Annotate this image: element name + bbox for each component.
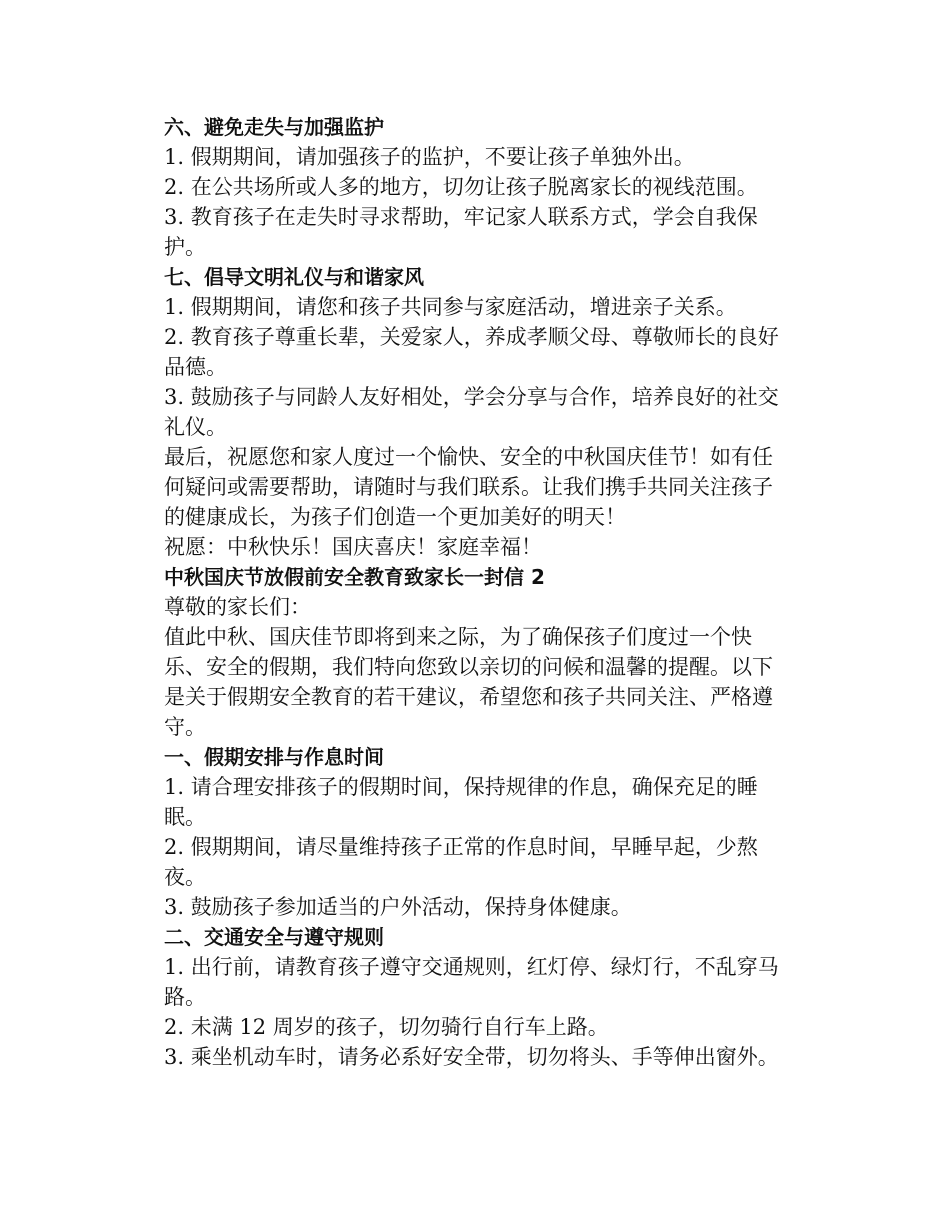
wishes-line: 祝愿：中秋快乐！国庆喜庆！家庭幸福！ [164,535,542,559]
section-7-item-3: 3. 鼓励孩子与同龄人友好相处，学会分享与合作，培养良好的社交礼仪。 [164,385,779,439]
section-heading-1: 一、假期安排与作息时间 [164,745,384,769]
section-6-item-1: 1. 假期期间，请加强孩子的监护，不要让孩子单独外出。 [164,145,695,169]
section-1-item-3: 3. 鼓励孩子参加适当的户外活动，保持身体健康。 [164,895,632,919]
document-page [164,112,784,1072]
section-2-item-2: 2. 未满 12 周岁的孩子，切勿骑行自行车上路。 [164,1015,609,1039]
letter-2-title: 中秋国庆节放假前安全教育致家长一封信 2 [164,565,545,589]
section-6-item-2: 2. 在公共场所或人多的地方，切勿让孩子脱离家长的视线范围。 [164,175,758,199]
section-heading-6: 六、避免走失与加强监护 [164,115,384,139]
section-7-item-2: 2. 教育孩子尊重长辈，关爱家人，养成孝顺父母、尊敬师长的良好品德。 [164,325,779,379]
greeting-line: 尊敬的家长们： [164,595,311,619]
closing-paragraph: 最后，祝愿您和家人度过一个愉快、安全的中秋国庆佳节！如有任何疑问或需要帮助，请随时与我们联系。让我们携手共同关注孩子的健康成长，为孩子们创造一个更加美好的明天！ [164,445,773,529]
section-2-item-3: 3. 乘坐机动车时，请务必系好安全带，切勿将头、手等伸出窗外。 [164,1045,779,1069]
section-6-item-3: 3. 教育孩子在走失时寻求帮助，牢记家人联系方式，学会自我保护。 [164,205,758,259]
section-7-item-1: 1. 假期期间，请您和孩子共同参与家庭活动，增进亲子关系。 [164,295,737,319]
section-heading-7: 七、倡导文明礼仪与和谐家风 [164,265,424,289]
section-heading-2: 二、交通安全与遵守规则 [164,925,384,949]
section-2-item-1: 1. 出行前，请教育孩子遵守交通规则，红灯停、绿灯行，不乱穿马路。 [164,955,779,1009]
intro-paragraph: 值此中秋、国庆佳节即将到来之际，为了确保孩子们度过一个快乐、安全的假期，我们特向您致以亲切的问候和温馨的提醒。以下是关于假期安全教育的若干建议，希望您和孩子共同关注、严格遵守。 [164,625,773,739]
section-1-item-1: 1. 请合理安排孩子的假期时间，保持规律的作息，确保充足的睡眠。 [164,775,758,829]
section-1-item-2: 2. 假期期间，请尽量维持孩子正常的作息时间，早睡早起，少熬夜。 [164,835,758,889]
